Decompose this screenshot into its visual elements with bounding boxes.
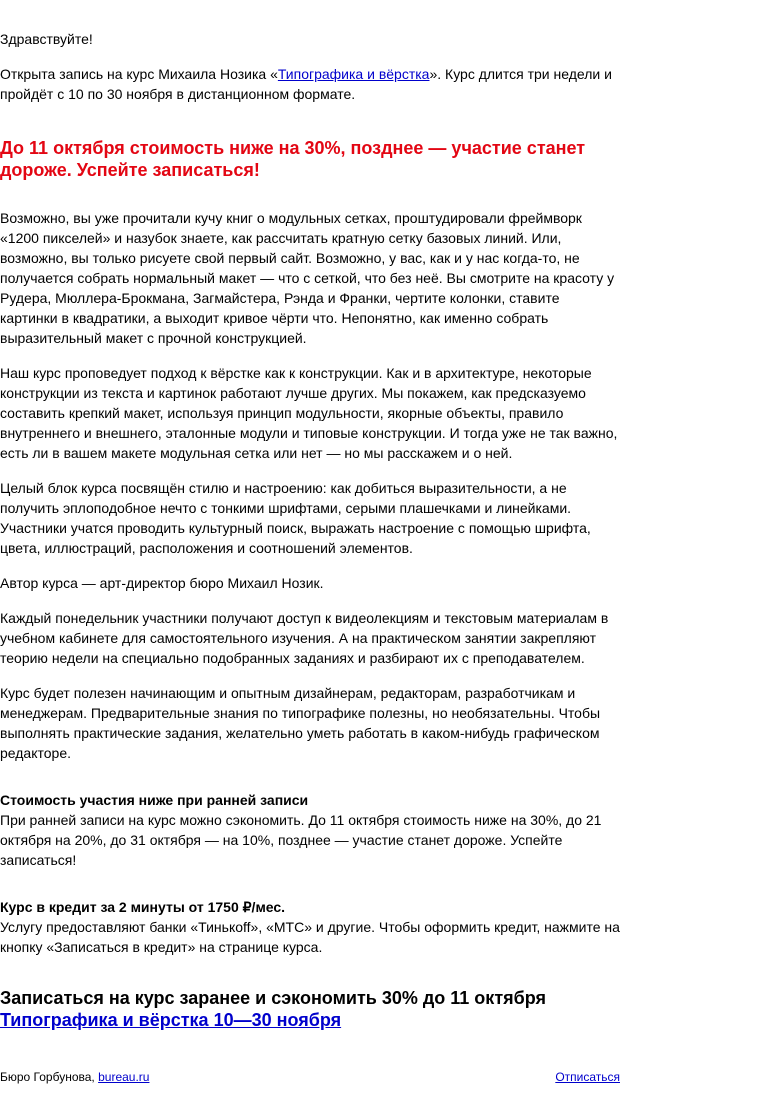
cta-course-link[interactable]: Типографика и вёрстка 10—30 ноября [0,1010,342,1030]
course-link[interactable]: Типографика и вёрстка [277,66,430,82]
paragraph-audience: Курс будет полезен начинающим и опытным дизайнерам, редакторам, разработчикам и менеджерам. Предварительные знания по типографике полезны, но необязательны. Чтобы выполнять практические задания, желательно уметь работать в каком-нибудь графическом редакторе. [0,685,601,761]
cta-line: Записаться на курс заранее и сэкономить 30% до 11 октября [0,988,547,1008]
intro-text-before: Открыта запись на курс Михаила Нозика « [0,66,278,82]
paragraph-style: Целый блок курса посвящён стилю и настроению: как добиться выразительности, а не получить эплоподобное нечто с тонкими шрифтами, серыми плашечками и линейками. Участники учатся проводить культурный поиск, выражать настроение с помощью шрифта, цвета, иллюстраций, расположения и соотношений элементов. [0,480,591,556]
cta-block [0,987,620,1031]
unsubscribe-link[interactable]: Отписаться [555,1070,620,1084]
paragraph-author: Автор курса — арт-директор бюро Михаил Нозик. [0,575,324,591]
greeting: Здравствуйте! [0,31,93,47]
footer-site-link[interactable]: bureau.ru [98,1070,150,1084]
intro-text-after: ». Курс длится три недели и пройдёт с 10 по 30 ноября в дистанционном формате. [0,66,612,102]
paragraph-schedule: Каждый понедельник участники получают доступ к видеолекциям и текстовым материалам в учебном кабинете для самостоятельного изучения. А на практическом занятии закрепляют теорию недели на специально подобранных заданиях и разбирают их с преподавателем. [0,610,609,666]
credit-title: Курс в кредит за 2 минуты от 1750 ₽/мес. [0,899,286,915]
footer-org-name: Бюро Горбунова, [0,1070,99,1084]
promo-heading: До 11 октября стоимость ниже на 30%, позднее — участие станет дороже. Успейте записаться! [0,138,586,180]
early-title: Стоимость участия ниже при ранней записи [0,792,309,808]
intro-paragraph [0,64,620,104]
footer-org [0,1069,149,1085]
early-text: При ранней записи на курс можно сэкономить. До 11 октября стоимость ниже на 30%, до 21 октября на 20%, до 31 октября — на 10%, позднее — участие станет дороже. Успейте записаться! [0,812,602,868]
paragraph-books: Возможно, вы уже прочитали кучу книг о модульных сетках, проштудировали фреймворк «1200 пикселей» и назубок знаете, как рассчитать кратную сетку базовых линий. Или, возможно, вы только рисуете свой первый сайт. Возможно, у вас, как и у нас когда-то, не получается собрать нормальный макет — что с сеткой, что без неё. Вы смотрите на красоту у Рудера, Мюллера-Брокмана, Загмайстера, Рэнда и Франки, чертите колонки, ставите картинки в квадратики, а выходит кривое чёрти что. Непонятно, как именно собрать выразительный макет с прочной конструкцией. [0,210,615,346]
footer [0,1069,620,1085]
credit-text: Услугу предоставляют банки «Тинькоff», «МТС» и другие. Чтобы оформить кредит, нажмите на кнопку «Записаться в кредит» на странице курса. [0,919,620,955]
paragraph-construction: Наш курс проповедует подход к вёрстке как к конструкции. Как и в архитектуре, некоторые конструкции из текста и картинок работают лучше других. Мы покажем, как предсказуемо составить крепкий макет, используя принцип модульности, якорные объекты, правило внутреннего и внешнего, эталонные модули и типовые конструкции. И тогда уже не так важно, есть ли в вашем макете модульная сетка или нет — но мы расскажем и о ней. [0,365,618,461]
